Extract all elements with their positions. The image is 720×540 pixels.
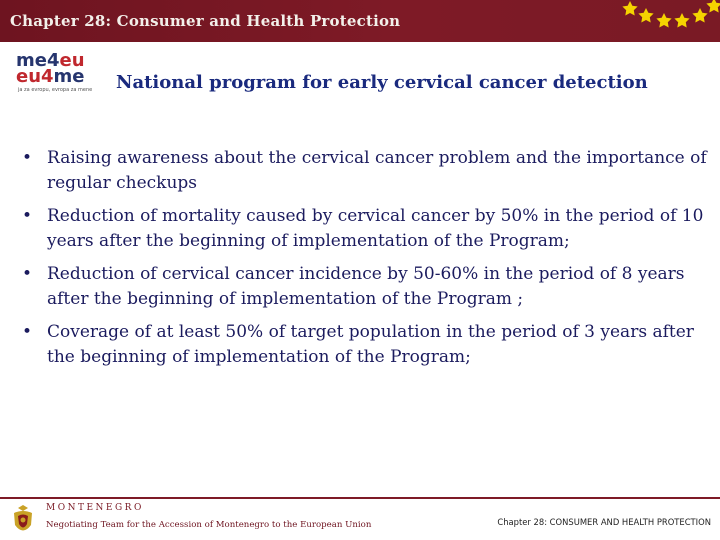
bullet-list (22, 146, 712, 378)
star-icon (656, 13, 671, 27)
slide-subtitle: National program for early cervical cancer detection (116, 72, 648, 93)
list-item (22, 262, 712, 312)
bullet-text: Raising awareness about the cervical cancer problem and the importance of regular checkups (47, 148, 707, 193)
footer-chapter-label: Chapter 28: CONSUMER AND HEALTH PROTECTION (497, 517, 711, 527)
bullet-marker: • (22, 148, 33, 168)
bullet-marker: • (22, 264, 33, 284)
star-icon (622, 1, 637, 15)
bullet-text: Reduction of cervical cancer incidence by 50-60% in the period of 8 years after the beginning of implementation of the Program ; (47, 264, 685, 309)
chapter-title: Chapter 28: Consumer and Health Protection (10, 12, 401, 30)
bullet-marker: • (22, 322, 33, 342)
bullet-marker: • (22, 206, 33, 226)
star-icon (706, 0, 720, 12)
list-item (22, 204, 712, 254)
list-item (22, 320, 712, 370)
list-item (22, 146, 712, 196)
logo-tagline: ja za evropu, evropa za mene (18, 87, 93, 93)
star-icon (692, 8, 707, 22)
star-icon (638, 8, 653, 22)
bullet-text: Reduction of mortality caused by cervical cancer by 50% in the period of 10 years after the beginning of implementation of the Program; (47, 206, 704, 251)
footer-divider (0, 497, 720, 499)
logo-line-2: eu4me (16, 66, 85, 87)
bullet-text: Coverage of at least 50% of target population in the period of 3 years after the beginning of implementation of the Program; (47, 322, 694, 367)
header-bar (0, 0, 720, 42)
eu-stars-icon (610, 0, 720, 42)
montenegro-crest-icon (8, 503, 38, 537)
logo-line-1: me4eu (16, 50, 85, 71)
star-icon (674, 13, 689, 27)
footer-team-name: Negotiating Team for the Accession of Montenegro to the European Union (46, 520, 372, 530)
me4eu-logo (16, 52, 104, 96)
footer-brand: MONTENEGRO (46, 503, 144, 513)
